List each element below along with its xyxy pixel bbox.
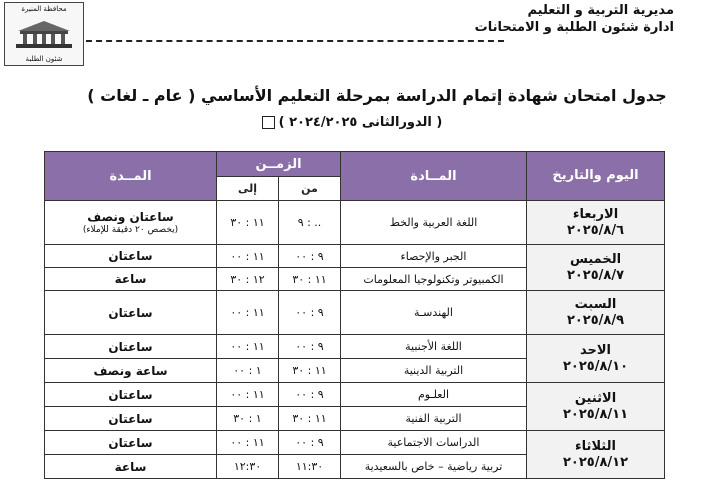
day-date: ٢٠٢٥/٨/٦ <box>566 222 625 238</box>
checkbox-icon <box>262 116 275 129</box>
time-from-cell: ١١:٣٠ <box>279 455 341 479</box>
subject-cell: العلـوم <box>341 383 527 407</box>
time-from-cell: ١١ : ٣٠ <box>279 407 341 431</box>
exam-schedule-table <box>44 151 665 479</box>
subject-cell: التربية الفنية <box>341 407 527 431</box>
day-cell <box>527 291 665 335</box>
day-cell <box>527 383 665 431</box>
day-name: الاحد <box>579 342 611 358</box>
page-subtitle: ( الدورالثانى ٢٠٢٤/٢٠٢٥ ) <box>278 115 443 130</box>
day-name: السبت <box>574 296 617 312</box>
subject-cell: الجبر والإحصاء <box>341 245 527 268</box>
time-to-cell: ١١ : ٣٠ <box>217 201 279 245</box>
duration-cell: ساعتان <box>45 383 217 407</box>
time-from-cell: ٩ : ٠٠ <box>279 291 341 335</box>
subject-cell: الكمبيوتر وتكنولوجيا المعلومات <box>341 268 527 291</box>
duration-cell <box>45 201 217 245</box>
table-row <box>45 291 665 335</box>
day-date: ٢٠٢٥/٨/١١ <box>562 406 629 422</box>
duration-cell: ساعة <box>45 455 217 479</box>
time-from-cell: ٩ : ٠٠ <box>279 431 341 455</box>
time-from-cell: ٩ : ٠٠ <box>279 335 341 359</box>
building-emblem-icon <box>12 19 76 49</box>
subject-cell: الهندسـة <box>341 291 527 335</box>
page-subtitle-row <box>0 115 704 130</box>
subject-cell: تربية رياضية – خاص بالسعيدية <box>341 455 527 479</box>
time-from-cell: ٩ : .. <box>279 201 341 245</box>
time-to-cell: ١ : ٠٠ <box>217 359 279 383</box>
day-date: ٢٠٢٥/٨/٧ <box>566 267 625 283</box>
time-to-cell: ١١ : ٠٠ <box>217 431 279 455</box>
time-from-cell: ١١ : ٣٠ <box>279 268 341 291</box>
duration-cell: ساعة ونصف <box>45 359 217 383</box>
day-date: ٢٠٢٥/٨/١٢ <box>562 454 629 470</box>
header-time: الزمــن <box>217 152 341 177</box>
page-title: جدول امتحان شهادة إتمام الدراسة بمرحلة التعليم الأساسي ( عام ـ لغات ) <box>87 86 667 105</box>
day-cell <box>527 201 665 245</box>
table-row <box>45 201 665 245</box>
directorate-logo <box>4 2 84 66</box>
duration-cell: ساعتان <box>45 407 217 431</box>
time-to-cell: ١ : ٣٠ <box>217 407 279 431</box>
time-to-cell: ١١ : ٠٠ <box>217 245 279 268</box>
header-day-date: اليوم والتاريخ <box>527 152 665 201</box>
duration-cell: ساعتان <box>45 291 217 335</box>
day-cell <box>527 431 665 479</box>
time-from-cell: ٩ : ٠٠ <box>279 245 341 268</box>
day-name: الخميس <box>569 251 622 267</box>
header-time-from: من <box>279 177 341 201</box>
subject-cell: التربية الدينية <box>341 359 527 383</box>
header-subject: المــادة <box>341 152 527 201</box>
logo-bottom-text: شئون الطلبة <box>25 55 63 63</box>
duration-cell: ساعة <box>45 268 217 291</box>
day-name: الاربعاء <box>572 206 619 222</box>
day-name: الاثنين <box>574 390 617 406</box>
time-from-cell: ٩ : ٠٠ <box>279 383 341 407</box>
day-date: ٢٠٢٥/٨/١٠ <box>562 358 629 374</box>
table-row <box>45 335 665 359</box>
header-time-to: إلى <box>217 177 279 201</box>
table-row <box>45 383 665 407</box>
duration-cell: ساعتان <box>45 335 217 359</box>
issuer-header <box>475 2 674 36</box>
time-from-cell: ١١ : ٣٠ <box>279 359 341 383</box>
subject-cell: الدراسات الاجتماعية <box>341 431 527 455</box>
time-to-cell: ١٢:٣٠ <box>217 455 279 479</box>
duration-cell: ساعتان <box>45 245 217 268</box>
header-duration: المــدة <box>45 152 217 201</box>
time-to-cell: ١١ : ٠٠ <box>217 383 279 407</box>
logo-top-text: محافظة المنيرة <box>21 5 67 13</box>
duration-cell: ساعتان <box>45 431 217 455</box>
time-to-cell: ١١ : ٠٠ <box>217 335 279 359</box>
subject-cell: اللغة العربية والخط <box>341 201 527 245</box>
department-name: ادارة شئون الطلبة و الامتحانات <box>474 20 674 35</box>
dictation-note: (يخصص ٢٠ دقيقة للإملاء) <box>82 225 179 235</box>
subject-cell: اللغة الأجنبية <box>341 335 527 359</box>
header-divider <box>86 40 504 42</box>
day-cell <box>527 245 665 291</box>
time-to-cell: ١١ : ٠٠ <box>217 291 279 335</box>
time-to-cell: ١٢ : ٣٠ <box>217 268 279 291</box>
directorate-name: مديرية التربية و التعليم <box>527 3 674 18</box>
table-row <box>45 245 665 268</box>
day-date: ٢٠٢٥/٨/٩ <box>566 312 625 328</box>
duration-text: ساعتان ونصف <box>87 210 174 224</box>
day-cell <box>527 335 665 383</box>
day-name: الثلاثاء <box>575 438 616 454</box>
table-row <box>45 431 665 455</box>
